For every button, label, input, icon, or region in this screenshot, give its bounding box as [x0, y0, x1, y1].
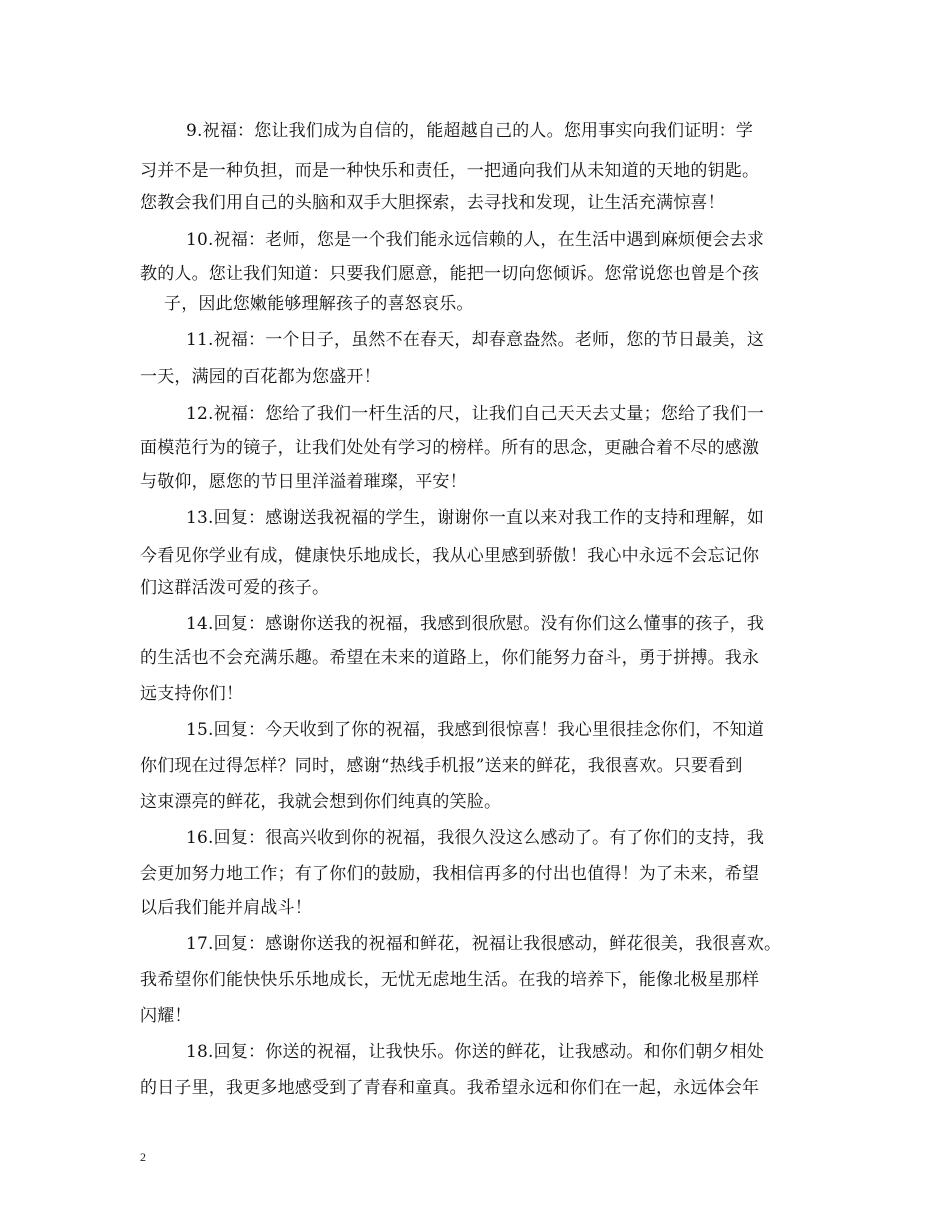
- paragraph-10-line-3: 子，因此您嫩能够理解孩子的喜怒哀乐。: [164, 294, 474, 314]
- paragraph-18-line-2: 的日子里，我更多地感受到了青春和童真。我希望永远和你们在一起，永远体会年: [140, 1078, 760, 1098]
- paragraph-16-line-1: 16.回复：很高兴收到你的祝福，我很久没这么感动了。有了你们的支持，我: [186, 828, 765, 848]
- paragraph-15-line-3: 这束漂亮的鲜花，我就会想到你们纯真的笑脸。: [140, 792, 502, 812]
- paragraph-13-line-2: 今看见你学业有成，健康快乐地成长，我从心里感到骄傲！我心中永远不会忘记你: [140, 546, 760, 566]
- paragraph-12-line-2: 面模范行为的镜子，让我们处处有学习的榜样。所有的思念，更融合着不尽的感激: [140, 438, 760, 458]
- paragraph-13-line-3: 们这群活泼可爱的孩子。: [140, 578, 330, 598]
- paragraph-15-line-2: 你们现在过得怎样？同时，感谢“热线手机报”送来的鲜花，我很喜欢。只要看到: [140, 756, 743, 776]
- paragraph-12-line-3: 与敬仰，愿您的节日里洋溢着璀璨，平安！: [140, 472, 467, 492]
- paragraph-16-line-3: 以后我们能并肩战斗！: [140, 898, 312, 918]
- paragraph-18-line-1: 18.回复：你送的祝福，让我快乐。你送的鲜花，让我感动。和你们朝夕相处: [186, 1042, 765, 1062]
- paragraph-10-line-2: 教的人。您让我们知道：只要我们愿意，能把一切向您倾诉。您常说您也曾是个孩: [140, 264, 760, 284]
- paragraph-10-line-1: 10.祝福：老师，您是一个我们能永远信赖的人，在生活中遇到麻烦便会去求: [186, 230, 765, 250]
- paragraph-12-line-1: 12.祝福：您给了我们一杆生活的尺，让我们自己天天去丈量；您给了我们一: [186, 404, 765, 424]
- paragraph-11-line-2: 一天，满园的百花都为您盛开！: [140, 367, 381, 387]
- paragraph-15-line-1: 15.回复：今天收到了你的祝福，我感到很惊喜！我心里很挂念你们，不知道: [186, 720, 765, 740]
- paragraph-9-line-3: 您教会我们用自己的头脑和双手大胆探索，去寻找和发现，让生活充满惊喜！: [140, 193, 725, 213]
- paragraph-9-line-1: 9.祝福：您让我们成为自信的，能超越自己的人。您用事实向我们证明：学: [186, 121, 754, 141]
- paragraph-13-line-1: 13.回复：感谢送我祝福的学生，谢谢你一直以来对我工作的支持和理解，如: [186, 508, 765, 528]
- paragraph-14-line-3: 远支持你们！: [140, 684, 244, 704]
- paragraph-14-line-1: 14.回复：感谢你送我的祝福，我感到很欣慰。没有你们这么懂事的孩子，我: [186, 614, 765, 634]
- paragraph-11-line-1: 11.祝福：一个日子，虽然不在春天，却春意盎然。老师，您的节日最美，这: [186, 330, 765, 350]
- paragraph-17-line-1: 17.回复：感谢你送我的祝福和鲜花，祝福让我很感动，鲜花很美，我很喜欢。: [186, 934, 782, 954]
- paragraph-9-line-2: 习并不是一种负担，而是一种快乐和责任，一把通向我们从未知道的天地的钥匙。: [140, 161, 760, 181]
- paragraph-14-line-2: 的生活也不会充满乐趣。希望在未来的道路上，你们能努力奋斗，勇于拼搏。我永: [140, 648, 760, 668]
- page-number: 2: [140, 1150, 146, 1164]
- paragraph-17-line-2: 我希望你们能快快乐乐地成长，无忧无虑地生活。在我的培养下，能像北极星那样: [140, 970, 760, 990]
- paragraph-16-line-2: 会更加努力地工作；有了你们的鼓励，我相信再多的付出也值得！为了未来，希望: [140, 864, 760, 884]
- paragraph-17-line-3: 闪耀！: [140, 1006, 192, 1026]
